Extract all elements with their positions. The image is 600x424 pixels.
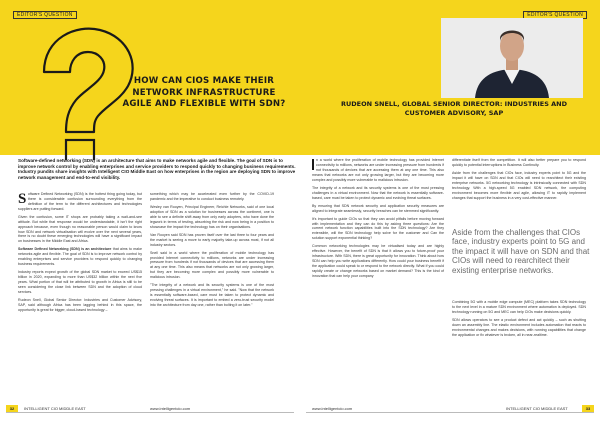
footer-rule [6,412,294,413]
right-page [300,0,600,424]
page-number: 32 [6,405,18,413]
left-column-2 [150,192,274,311]
right-column-1 [312,158,444,282]
right-column-2 [452,158,586,204]
right-column-2-lower [452,300,586,341]
paragraph: Aside from the challenges that CIOs face, industry experts point to 5G and the impact it will have on SDN and that CIOs will need to rearchitect their existing enterprise networks. 5G networking technology is intrinsically connected with SDN technology. With a high-speed 5G enabled SDN network, the computing environment becomes more flexible and agile, allowing IT to rapidly implement changes that support the business in a very cost-effective manner. [452,171,586,200]
magazine-name: INTELLIGENT CIO MIDDLE EAST [506,406,568,411]
portrait-photo [441,18,583,98]
photo-caption: RUDEON SNELL, GLOBAL SENIOR DIRECTOR: INDUSTRIES AND CUSTOMER ADVISORY, SAP [340,100,568,117]
website-url: www.intelligentcio.com [312,406,353,411]
paragraph: Software Defined Networking (SDN) is the hottest thing going today, but there is considerable confusion surrounding everything from the definition of the term to the different architectures and technologies suppliers are putting forward. [18,191,142,211]
magazine-name: INTELLIGENT CIO MIDDLE EAST [24,406,86,411]
section-tag: EDITOR'S QUESTION [523,11,587,19]
section-tag: EDITOR'S QUESTION [13,11,77,19]
article-intro: Software-defined networking (SDN) is an architecture that aims to make networks agile and flexible. The goal of SDN is to improve network control by enabling enterprises and service providers to respond quickly to changing business requirements. Industry pundits share insights with Intelligent CIO Middle East on how enterprises in the region are deploying SDN to improve network management and end-to-end visibility. [18,158,296,180]
paragraph: differentiate itself from the competition. It will also better prepare you to respond quickly to potential interruptions in Business Continuity. [452,158,586,167]
paragraph: Snell said in a world where the proliferation of mobile technology has provided Internet connectivity to millions, networks are under increasing pressure from hundreds if not thousands of devices that are accessing them at any one time. This also means that networks are not only growing larger, but they are becoming more complex and possibly more vulnerable to malicious intrusion. [150,250,274,280]
paragraph: Given the confusion, some IT shops are probably taking a wait-and-see attitude. But while that response would be understandable, it isn't the right approach because, even though no reasonable person would claim to know how SDN and network virtualisation will evolve over the next several years, there is no doubt these emerging technologies will have a significant impact on businesses in the Middle East and Africa. [18,214,142,244]
paragraph: Industry reports expect growth of the global SDN market to exceed US$15 billion in 2020, expanding to more than US$32 billion within the next five years. What portion of that will be attributed to growth in Africa is still to be seen considering the close link between SDN and the adoption of cloud services. [18,270,142,294]
paragraph: Common networking technologies may be virtualised today and are highly effective. However, the benefit of SDN is that it allows you to future-proof your infrastructure. With SDN, there is great opportunity for innovation. Think about how SDN can help you write applications differently. How could your business benefit if the application could speak to or respond to the network directly. What if you could rapidly create or change networks based on market demand? This is the kind of innovation that can help your company [312,244,444,278]
paragraph: Van Rooyen said SDN has proven itself over the last three to four years and the market is seeing a move to early majority take-up across most, if not all industry sectors. [150,232,274,247]
paragraph: "The integrity of a network and its security systems is one of the most pressing challenges in a virtual environment," he said. "Now that the network is essentially software-based, care must be taken to protect dynamic and evolving threat surfaces. It is important to embed a zero-trust security model into the architecture from day one, rather than bolting it on later." [150,283,274,307]
paragraph: The integrity of a network and its security systems is one of the most pressing challenges in a virtual environment. Now that the network is essentially software-based, care must be taken to protect dynamic and evolving threat surfaces. [312,185,444,200]
paragraph: something which may be accelerated even further by the COVID-19 pandemic and the imperative to conduct business remotely. [150,192,274,201]
drop-cap-bar [312,159,314,170]
paragraph: By ensuring that SDN network security and application security measures are aligned to integrate seamlessly, security breaches can be stemmed significantly. [312,203,444,213]
footer-rule [306,412,594,413]
article-headline: HOW CAN CIOS MAKE THEIR NETWORK INFRASTRUCTURE AGILE AND FLEXIBLE WITH SDN? [122,76,286,109]
paragraph: It's important to guide CIOs so that they can avoid pitfalls before moving forward with implementation and they can do this by asking three questions: Are the current network function capabilities built into the SDN technology? Are they extensible, will the SDN technology help solve for the customer and Can the solution support exponential thinking? [312,216,444,241]
pull-quote: Aside from the challenges that CIOs face, industry experts point to 5G and the impact it will have on SDN and that CIOs will need to rearchitect their existing enterprise networks. [452,228,590,275]
drop-cap: S [18,191,27,207]
page-number: 33 [582,405,594,413]
paragraph: Software Defined Networking (SDN) is an architecture that aims to make networks agile and flexible. The goal of SDN is to improve network control by enabling enterprises and service providers to respond quickly to changing business requirements. [18,247,142,267]
paragraph: Wesley van Rooyen, Principal Engineer, Reichle Networks, said of one local adoption of SDN as a solution for businesses across the continent, one is able to see a definite shift away from only early adopters, who have done the legwork in terms of testing, absorbing the risk and now being in a position to showcase the impact the technology has on their organisations. [150,205,274,229]
paragraph: n a world where the proliferation of mobile technology has provided Internet connectivity to millions, networks are under increasing pressure from hundreds if not thousands of devices that are accessing them at any one time. This also means that networks are not only growing larger, but they are becoming more complex and possibly more vulnerable to malicious intrusion. [312,158,444,182]
left-column-1 [18,192,142,316]
website-url: www.intelligentcio.com [150,406,191,411]
paragraph: Rudeon Snell, Global Senior Director: Industries and Customer Advisory, SAP, said although Africa has been lagging behind in this space, the opportunity is great for bigger, cloud-based technology – [18,297,142,312]
paragraph: Combining 5G with a mobile edge compute (MEC) platform takes SDN technology to the next level in a mature SDN environment where automation is deployed. SDN technology running on 5G and MEC can help CIOs make decisions quickly. [452,300,586,314]
paragraph: SDN allows operators to see a product defect and act quickly – such as shutting down an assembly line. The elastic environment includes automation that reacts to environmental changes and makes decisions, with running capabilities that change the application or fix whatever is broken, all in near-realtime. [452,317,586,337]
